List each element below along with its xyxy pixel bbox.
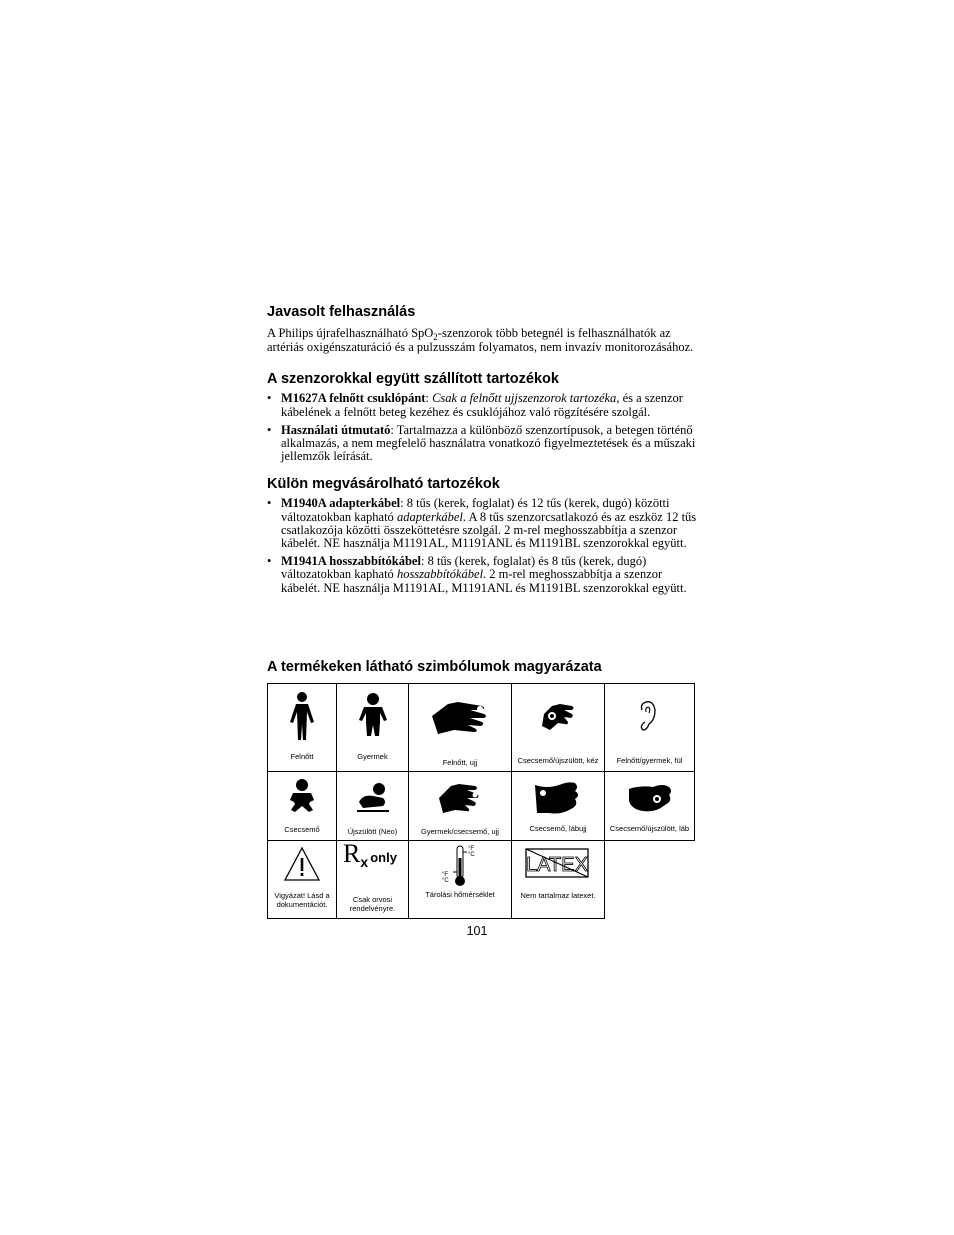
symbol-cell — [337, 772, 409, 841]
heading-intended-use: Javasolt felhasználás — [267, 304, 416, 320]
pediatric-finger-icon — [437, 780, 483, 816]
symbol-cell — [512, 684, 605, 772]
list-item: • M1941A hosszabbítókábel: 8 tűs (kerek, foglalat) és 8 tűs (kerek, dugó) változatokban kapható hosszabbítókábel. 2 m-rel meghosszabbítja a szenzor kábelét. NE használja M1191AL, M1191ANL és M1191BL szenzorokkal együtt. — [267, 555, 697, 595]
infant-foot-icon — [625, 777, 675, 817]
symbol-label: Felnőtt — [290, 752, 314, 761]
symbol-cell — [605, 684, 695, 772]
symbol-cell — [337, 684, 409, 772]
svg-text:°C: °C — [468, 852, 475, 858]
empty-cell — [605, 841, 695, 919]
symbol-cell — [409, 841, 512, 919]
symbol-label: Felnőtt, ujj — [442, 758, 478, 767]
symbol-label: Csak orvosi rendelvényre. — [349, 895, 396, 913]
adult-icon — [282, 692, 322, 742]
symbol-cell — [512, 772, 605, 841]
infant-icon — [287, 778, 317, 816]
adult-finger-icon — [430, 698, 490, 738]
symbol-label: Csecsemő, lábujj — [529, 824, 587, 833]
rx-only-icon: Rx only — [343, 839, 397, 870]
symbol-cell — [337, 841, 409, 919]
symbol-label: Felnőtt/gyermek, fül — [616, 756, 683, 765]
thermometer-icon — [440, 844, 480, 888]
list-item: • M1940A adapterkábel: 8 tűs (kerek, foglalat) és 12 tűs (kerek, dugó) közötti változatokban kapható adapterkábel. A 8 tűs szenzorcsatlakozó és az eszköz 12 tűs csatlakozója közötti összeköttetésre szolgál. 2 m-rel meghosszabbítja a szenzor kábelét. NE használja M1191AL, M1191ANL és M1191BL szenzorokkal együtt. — [267, 497, 697, 550]
intended-use-text: A Philips újrafelhasználható SpO$_2$-szenzorok több betegnél is felhasználhatók az artériás oxigénszaturáció és a pulzusszám folyamatos, nem invazív monitorozásához. — [267, 326, 694, 355]
svg-text:°F: °F — [468, 846, 475, 852]
symbol-label: Csecsemő/újszülött, láb — [609, 824, 690, 833]
document-body — [267, 303, 697, 607]
svg-text:°C: °C — [442, 878, 449, 884]
optional-accessories-list — [267, 497, 697, 594]
symbol-label: Csecsemő — [284, 825, 320, 834]
ear-icon — [635, 696, 665, 736]
symbol-label: Újszülött (Neo) — [347, 827, 398, 836]
symbol-label: Csecsemő/újszülött, kéz — [517, 756, 599, 765]
caution-icon — [282, 845, 322, 883]
neonate-icon — [353, 780, 393, 816]
symbol-cell — [268, 684, 337, 772]
infant-hand-icon — [538, 696, 578, 736]
symbol-cell — [409, 772, 512, 841]
page-number: 101 — [466, 924, 488, 938]
infant-toe-icon — [533, 777, 583, 817]
supplied-accessories-list — [267, 392, 697, 463]
child-icon — [353, 692, 393, 742]
svg-text:LATEX: LATEX — [526, 854, 588, 876]
symbol-label: Gyermek/csecsemő, ujj — [421, 827, 499, 836]
symbol-label: Nem tartalmaz latexet. — [520, 891, 596, 900]
latex-free-icon — [524, 845, 592, 881]
symbol-cell — [605, 772, 695, 841]
symbol-label: Tárolási hőmérséklet — [425, 890, 495, 899]
symbol-cell — [268, 841, 337, 919]
symbol-cell — [268, 772, 337, 841]
svg-text:°F: °F — [442, 872, 449, 878]
symbol-label: Gyermek — [357, 752, 388, 761]
symbols-table — [267, 683, 695, 919]
heading-symbols: A termékeken látható szimbólumok magyarázata — [267, 659, 602, 675]
symbol-cell — [409, 684, 512, 772]
symbol-cell — [512, 841, 605, 919]
list-item: • Használati útmutató: Tartalmazza a különböző szenzortípusok, a betegen történő alkalmazás, a nem megfelelő használatra vonatkozó figyelmeztetések és a műszaki jellemzők leírását. — [267, 424, 697, 464]
heading-optional-accessories: Külön megvásárolható tartozékok — [267, 476, 500, 493]
heading-supplied-accessories: A szenzorokkal együtt szállított tartozékok — [267, 371, 559, 388]
list-item: • M1627A felnőtt csuklópánt: Csak a felnőtt ujjszenzorok tartozéka, és a szenzor kábelének a felnőtt beteg kezéhez és csuklójához való rögzítésére szolgál. — [267, 392, 697, 418]
symbol-label: Vigyázat! Lásd a dokumentációt. — [274, 891, 330, 909]
